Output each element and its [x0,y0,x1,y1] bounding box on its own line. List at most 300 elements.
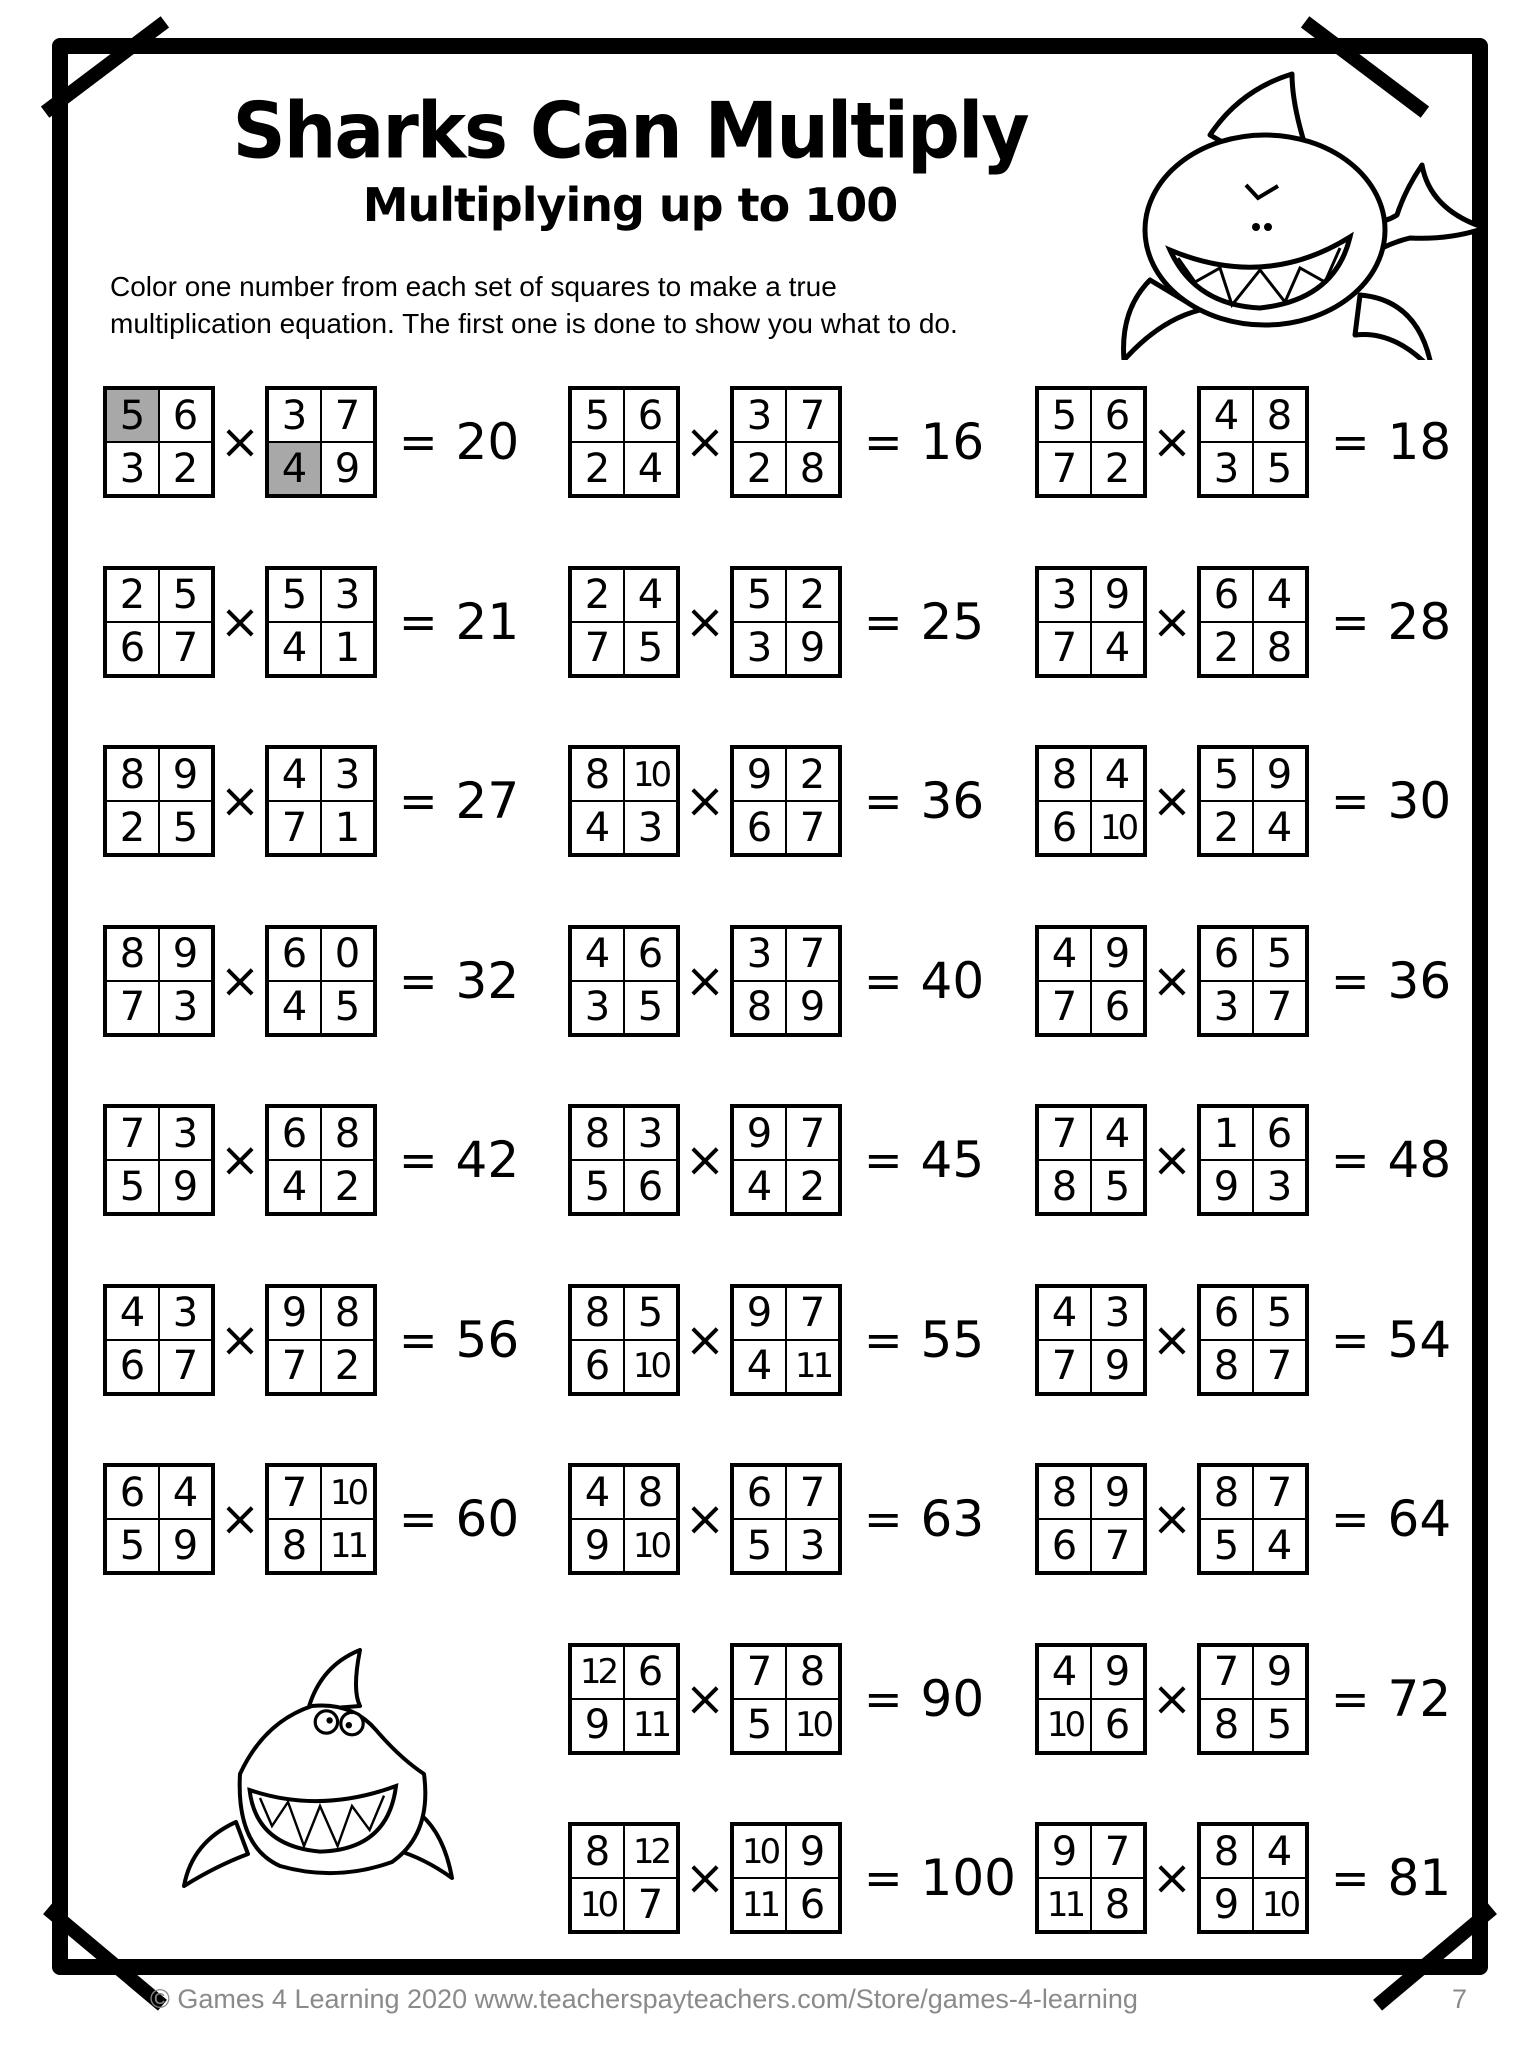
product-value: 72 [1387,1669,1452,1728]
times-sign: × [684,1132,726,1188]
times-sign: × [684,1491,726,1547]
number-square[interactable]: 6 [733,801,786,854]
instructions [110,268,1070,342]
number-square[interactable]: 3 [159,1107,212,1160]
number-square[interactable]: 5 [1091,1160,1144,1213]
number-square[interactable]: 9 [733,748,786,801]
times-sign: × [684,1850,726,1906]
number-square[interactable]: 2 [321,1340,374,1393]
number-square[interactable]: 5 [1253,928,1306,981]
number-square[interactable]: 7 [268,1466,321,1519]
number-square[interactable]: 9 [1253,1646,1306,1699]
number-square[interactable]: 6 [786,1878,839,1931]
number-square[interactable]: 4 [1091,748,1144,801]
equals-sign: = [864,953,903,1008]
factor-b-squares [730,925,842,1037]
instructions-line-2: multiplication equation. The first one is done to show you what to do. [110,308,958,339]
number-square[interactable]: 8 [571,1287,624,1340]
number-square[interactable]: 2 [571,442,624,495]
number-square[interactable]: 8 [571,748,624,801]
number-square[interactable]: 8 [1200,1466,1253,1519]
number-square[interactable]: 2 [786,569,839,622]
number-square[interactable]: 9 [571,1699,624,1752]
number-square[interactable]: 5 [624,622,677,675]
number-square[interactable]: 6 [1038,1519,1091,1572]
number-square[interactable]: 6 [1038,801,1091,854]
number-square[interactable]: 9 [1091,1646,1144,1699]
number-square[interactable]: 6 [159,389,212,442]
number-square[interactable]: 5 [1038,389,1091,442]
number-square[interactable]: 4 [733,1340,786,1393]
number-square[interactable]: 7 [159,622,212,675]
number-square[interactable]: 9 [159,1519,212,1572]
number-square[interactable]: 4 [268,622,321,675]
factor-b-squares [1197,745,1309,857]
times-sign: × [219,952,261,1009]
number-square[interactable]: 2 [786,1160,839,1213]
number-square[interactable]: 3 [106,442,159,495]
factor-a-squares [1035,925,1147,1037]
number-square[interactable]: 10 [624,1519,677,1572]
number-square[interactable]: 3 [1038,569,1091,622]
number-square[interactable]: 11 [733,1878,786,1931]
factor-a-squares [1035,1822,1147,1934]
number-square[interactable]: 7 [786,1287,839,1340]
number-square[interactable]: 8 [1200,1825,1253,1878]
worksheet-title: Sharks Can Multiply [232,85,1028,177]
number-square[interactable]: 7 [268,801,321,854]
number-square[interactable]: 7 [1091,1519,1144,1572]
number-square[interactable]: 7 [1200,1646,1253,1699]
number-square[interactable]: 8 [1091,1878,1144,1931]
number-square[interactable]: 11 [786,1340,839,1393]
number-square[interactable]: 4 [624,569,677,622]
number-square[interactable]: 0 [321,928,374,981]
equals-sign: = [399,594,438,649]
equals-sign: = [864,1851,903,1905]
equals-sign: = [399,1312,438,1367]
number-square[interactable]: 5 [571,389,624,442]
times-sign: × [1151,1132,1193,1188]
equals-sign: = [1331,415,1370,469]
number-square[interactable]: 8 [268,1519,321,1572]
number-square[interactable]: 10 [321,1466,374,1519]
number-square[interactable]: 4 [1253,569,1306,622]
factor-a-squares [568,1104,680,1216]
number-square[interactable]: 7 [159,1340,212,1393]
factor-a-squares [103,1463,215,1575]
product-value: 16 [920,413,985,471]
equals-sign: = [399,953,438,1008]
equals-sign: = [1331,1133,1370,1187]
number-square[interactable]: 6 [1200,569,1253,622]
number-square[interactable]: 9 [1200,1878,1253,1931]
number-square[interactable]: 8 [321,1287,374,1340]
number-square[interactable]: 11 [321,1519,374,1572]
factor-b-squares [730,566,842,678]
equals-sign: = [864,1492,903,1546]
number-square[interactable]: 5 [106,389,159,442]
number-square[interactable]: 7 [624,1878,677,1931]
number-square[interactable]: 3 [321,748,374,801]
number-square[interactable]: 2 [159,442,212,495]
product-value: 32 [455,951,520,1010]
factor-a-squares [1035,1463,1147,1575]
factor-a-squares [568,1284,680,1396]
times-sign: × [1151,1850,1193,1906]
factor-a-squares [103,1284,215,1396]
number-square[interactable]: 8 [106,748,159,801]
times-sign: × [219,414,261,470]
multiplication-problem [1035,1283,1451,1397]
number-square[interactable]: 6 [571,1340,624,1393]
number-square[interactable]: 9 [1200,1160,1253,1213]
number-square[interactable]: 4 [1253,1825,1306,1878]
number-square[interactable]: 9 [733,1287,786,1340]
number-square[interactable]: 8 [321,1107,374,1160]
number-square[interactable]: 8 [733,981,786,1034]
factor-a-squares [568,386,680,498]
number-square[interactable]: 3 [159,1287,212,1340]
number-square[interactable]: 5 [733,569,786,622]
times-sign: × [219,1132,261,1188]
number-square[interactable]: 5 [1200,748,1253,801]
number-square[interactable]: 7 [106,981,159,1034]
number-square[interactable]: 5 [106,1519,159,1572]
number-square[interactable]: 3 [786,1519,839,1572]
number-square[interactable]: 4 [1038,928,1091,981]
product-value: 18 [1387,413,1452,471]
number-square[interactable]: 4 [1038,1646,1091,1699]
equals-sign: = [864,415,903,469]
multiplication-problem [568,744,984,858]
number-square[interactable]: 8 [106,928,159,981]
number-square[interactable]: 5 [1253,1699,1306,1752]
number-square[interactable]: 6 [624,1160,677,1213]
number-square[interactable]: 7 [786,1466,839,1519]
number-square[interactable]: 3 [1253,1160,1306,1213]
number-square[interactable]: 4 [571,801,624,854]
number-square[interactable]: 5 [733,1699,786,1752]
factor-b-squares [1197,1643,1309,1755]
number-square[interactable]: 9 [1091,1466,1144,1519]
number-square[interactable]: 4 [268,981,321,1034]
times-sign: × [684,593,726,650]
number-square[interactable]: 6 [624,928,677,981]
number-square[interactable]: 4 [159,1466,212,1519]
number-square[interactable]: 4 [1253,801,1306,854]
number-square[interactable]: 6 [106,622,159,675]
factor-a-squares [568,925,680,1037]
number-square[interactable]: 7 [1091,1825,1144,1878]
number-square[interactable]: 10 [624,1340,677,1393]
equals-sign: = [1331,1492,1370,1546]
product-value: 60 [455,1490,520,1548]
multiplication-problem [1035,385,1451,499]
times-sign: × [684,1311,726,1368]
number-square[interactable]: 7 [106,1107,159,1160]
number-square[interactable]: 9 [786,981,839,1034]
multiplication-problem [1035,1462,1451,1576]
number-square[interactable]: 7 [268,1340,321,1393]
number-square[interactable]: 2 [1200,801,1253,854]
number-square[interactable]: 6 [1091,389,1144,442]
number-square[interactable]: 5 [1253,1287,1306,1340]
number-square[interactable]: 3 [1200,981,1253,1034]
number-square[interactable]: 10 [1253,1878,1306,1931]
number-square[interactable]: 12 [624,1825,677,1878]
number-square[interactable]: 8 [1038,748,1091,801]
factor-b-squares [730,1822,842,1934]
multiplication-problem [568,1821,1016,1935]
number-square[interactable]: 7 [786,801,839,854]
number-square[interactable]: 5 [571,1160,624,1213]
product-value: 27 [455,772,520,830]
factor-a-squares [568,566,680,678]
number-square[interactable]: 9 [571,1519,624,1572]
number-square[interactable]: 10 [733,1825,786,1878]
number-square[interactable]: 7 [1253,981,1306,1034]
number-square[interactable]: 10 [786,1699,839,1752]
factor-b-squares [265,1284,377,1396]
number-square[interactable]: 4 [571,928,624,981]
multiplication-problem [568,1642,984,1756]
number-square[interactable]: 10 [624,748,677,801]
number-square[interactable]: 6 [624,1646,677,1699]
number-square[interactable]: 6 [733,1466,786,1519]
number-square[interactable]: 4 [624,442,677,495]
number-square[interactable]: 2 [1091,442,1144,495]
number-square[interactable]: 7 [1038,1340,1091,1393]
factor-b-squares [730,386,842,498]
number-square[interactable]: 9 [321,442,374,495]
number-square[interactable]: 4 [1200,389,1253,442]
number-square[interactable]: 8 [1038,1160,1091,1213]
number-square[interactable]: 11 [1038,1878,1091,1931]
number-square[interactable]: 7 [786,928,839,981]
equals-sign: = [399,774,438,828]
number-square[interactable]: 4 [268,442,321,495]
multiplication-problem [568,924,984,1038]
number-square[interactable]: 3 [321,569,374,622]
number-square[interactable]: 9 [159,928,212,981]
number-square[interactable]: 4 [1038,1287,1091,1340]
number-square[interactable]: 4 [733,1160,786,1213]
times-sign: × [1151,1311,1193,1368]
factor-b-squares [265,386,377,498]
number-square[interactable]: 8 [1200,1340,1253,1393]
factor-b-squares [1197,1104,1309,1216]
number-square[interactable]: 4 [268,748,321,801]
shark-illustration-top-right [1120,60,1480,360]
number-square[interactable]: 2 [786,748,839,801]
times-sign: × [219,1491,261,1547]
number-square[interactable]: 5 [159,801,212,854]
factor-a-squares [1035,1104,1147,1216]
factor-a-squares [568,745,680,857]
product-value: 28 [1387,592,1452,651]
number-square[interactable]: 5 [1253,442,1306,495]
number-square[interactable]: 6 [1200,928,1253,981]
equals-sign: = [1331,1851,1370,1905]
number-square[interactable]: 7 [1038,442,1091,495]
number-square[interactable]: 11 [624,1699,677,1752]
factor-a-squares [103,1104,215,1216]
number-square[interactable]: 8 [1253,622,1306,675]
product-value: 90 [920,1669,985,1728]
product-value: 36 [1387,951,1452,1010]
times-sign: × [219,593,261,650]
number-square[interactable]: 3 [624,801,677,854]
number-square[interactable]: 3 [733,622,786,675]
number-square[interactable]: 2 [106,569,159,622]
multiplication-problem [103,924,519,1038]
number-square[interactable]: 9 [1091,569,1144,622]
number-square[interactable]: 1 [1200,1107,1253,1160]
multiplication-problem [103,1103,519,1217]
number-square[interactable]: 7 [1253,1466,1306,1519]
number-square[interactable]: 7 [1253,1340,1306,1393]
number-square[interactable]: 5 [321,981,374,1034]
product-value: 55 [920,1310,985,1369]
number-square[interactable]: 3 [1200,442,1253,495]
equals-sign: = [399,415,438,469]
number-square[interactable]: 3 [733,928,786,981]
number-square[interactable]: 5 [733,1519,786,1572]
number-square[interactable]: 7 [786,1107,839,1160]
number-square[interactable]: 8 [1253,389,1306,442]
number-square[interactable]: 1 [321,801,374,854]
number-square[interactable]: 4 [571,1466,624,1519]
multiplication-problem [1035,1821,1451,1935]
number-square[interactable]: 6 [1200,1287,1253,1340]
number-square[interactable]: 8 [786,442,839,495]
number-square[interactable]: 6 [268,928,321,981]
number-square[interactable]: 4 [1091,622,1144,675]
number-square[interactable]: 2 [1200,622,1253,675]
equals-sign: = [864,1133,903,1187]
product-value: 64 [1387,1490,1452,1548]
equals-sign: = [1331,953,1370,1008]
equals-sign: = [864,1312,903,1367]
multiplication-problem [103,385,519,499]
product-value: 40 [920,951,985,1010]
number-square[interactable]: 5 [268,569,321,622]
number-square[interactable]: 7 [786,389,839,442]
number-square[interactable]: 4 [1091,1107,1144,1160]
factor-a-squares [103,566,215,678]
number-square[interactable]: 12 [571,1646,624,1699]
number-square[interactable]: 6 [106,1340,159,1393]
number-square[interactable]: 9 [786,622,839,675]
number-square[interactable]: 2 [571,569,624,622]
number-square[interactable]: 4 [268,1160,321,1213]
number-square[interactable]: 4 [106,1287,159,1340]
number-square[interactable]: 3 [1091,1287,1144,1340]
number-square[interactable]: 8 [571,1825,624,1878]
times-sign: × [219,1311,261,1368]
number-square[interactable]: 6 [1091,1699,1144,1752]
number-square[interactable]: 6 [624,389,677,442]
factor-b-squares [1197,925,1309,1037]
number-square[interactable]: 6 [1091,981,1144,1034]
number-square[interactable]: 9 [159,1160,212,1213]
product-value: 30 [1387,772,1452,830]
number-square[interactable]: 3 [571,981,624,1034]
equals-sign: = [864,1671,903,1726]
factor-b-squares [265,566,377,678]
times-sign: × [1151,1670,1193,1727]
number-square[interactable]: 2 [321,1160,374,1213]
number-square[interactable]: 9 [786,1825,839,1878]
number-square[interactable]: 5 [159,569,212,622]
multiplication-problem [1035,1103,1451,1217]
multiplication-problem [568,1283,984,1397]
number-square[interactable]: 5 [624,981,677,1034]
number-square[interactable]: 10 [571,1878,624,1931]
times-sign: × [1151,952,1193,1009]
number-square[interactable]: 6 [106,1466,159,1519]
number-square[interactable]: 8 [571,1107,624,1160]
equals-sign: = [864,594,903,649]
number-square[interactable]: 10 [1038,1699,1091,1752]
number-square[interactable]: 7 [1038,981,1091,1034]
number-square[interactable]: 4 [1253,1519,1306,1572]
number-square[interactable]: 8 [1200,1699,1253,1752]
number-square[interactable]: 1 [321,622,374,675]
number-square[interactable]: 3 [268,389,321,442]
number-square[interactable]: 9 [159,748,212,801]
factor-a-squares [568,1463,680,1575]
factor-a-squares [103,745,215,857]
number-square[interactable]: 7 [1038,622,1091,675]
number-square[interactable]: 2 [733,442,786,495]
number-square[interactable]: 8 [1038,1466,1091,1519]
number-square[interactable]: 9 [1253,748,1306,801]
number-square[interactable]: 9 [268,1287,321,1340]
number-square[interactable]: 9 [733,1107,786,1160]
number-square[interactable]: 7 [1038,1107,1091,1160]
number-square[interactable]: 8 [786,1646,839,1699]
number-square[interactable]: 8 [624,1466,677,1519]
times-sign: × [219,773,261,829]
shark-illustration-bottom-left [160,1610,480,1930]
number-square[interactable]: 9 [1038,1825,1091,1878]
number-square[interactable]: 9 [1091,928,1144,981]
times-sign: × [1151,414,1193,470]
factor-a-squares [1035,386,1147,498]
number-square[interactable]: 5 [106,1160,159,1213]
number-square[interactable]: 6 [268,1107,321,1160]
number-square[interactable]: 9 [1091,1340,1144,1393]
number-square[interactable]: 2 [106,801,159,854]
number-square[interactable]: 7 [321,389,374,442]
number-square[interactable]: 3 [733,389,786,442]
multiplication-problem [1035,565,1451,679]
factor-a-squares [1035,1284,1147,1396]
number-square[interactable]: 10 [1091,801,1144,854]
number-square[interactable]: 5 [1200,1519,1253,1572]
times-sign: × [1151,593,1193,650]
product-value: 21 [455,592,520,651]
number-square[interactable]: 5 [624,1287,677,1340]
product-value: 36 [920,772,985,830]
number-square[interactable]: 7 [733,1646,786,1699]
number-square[interactable]: 7 [571,622,624,675]
number-square[interactable]: 6 [1253,1107,1306,1160]
number-square[interactable]: 3 [159,981,212,1034]
number-square[interactable]: 3 [624,1107,677,1160]
